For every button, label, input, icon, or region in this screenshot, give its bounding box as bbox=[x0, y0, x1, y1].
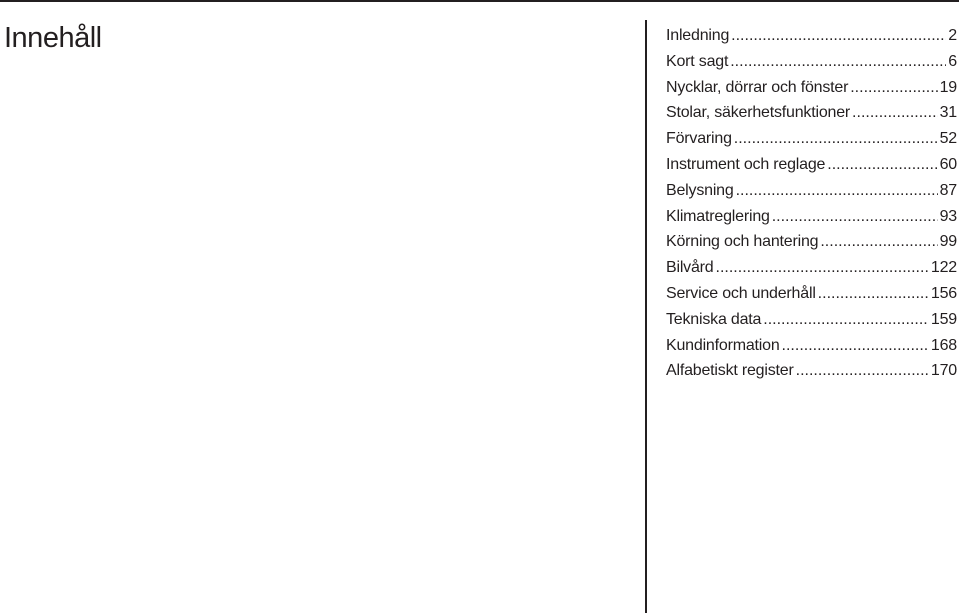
toc-dot-leader bbox=[818, 281, 929, 307]
toc-dot-leader bbox=[782, 333, 929, 359]
toc-entry-inledning[interactable] bbox=[666, 23, 957, 49]
toc-entry-title: Körning och hantering bbox=[666, 233, 819, 251]
toc-entry-stolar[interactable] bbox=[666, 100, 957, 126]
toc-entry-page: 19 bbox=[939, 78, 957, 96]
toc-entry-alfabetiskt-register[interactable] bbox=[666, 358, 957, 384]
toc-entry-korning[interactable] bbox=[666, 229, 957, 255]
toc-entry-bilvard[interactable] bbox=[666, 255, 957, 281]
toc-entry-page: 168 bbox=[930, 336, 957, 354]
toc-entry-kundinformation[interactable] bbox=[666, 333, 957, 359]
toc-entry-page: 6 bbox=[948, 52, 957, 70]
toc-dot-leader bbox=[734, 126, 938, 152]
toc-entry-kort-sagt[interactable] bbox=[666, 49, 957, 75]
toc-entry-page: 87 bbox=[939, 181, 957, 199]
toc-entry-title: Bilvård bbox=[666, 259, 714, 277]
toc-dot-leader bbox=[852, 100, 938, 126]
page-title: Innehåll bbox=[4, 22, 102, 54]
toc-entry-page: 52 bbox=[939, 130, 957, 148]
toc-dot-leader bbox=[730, 49, 946, 75]
toc-entry-title: Service och underhåll bbox=[666, 284, 816, 302]
toc-entry-page: 159 bbox=[930, 310, 957, 328]
toc-entry-title: Stolar, säkerhetsfunktioner bbox=[666, 104, 851, 122]
column-divider bbox=[645, 20, 647, 613]
toc-dot-leader bbox=[820, 229, 937, 255]
toc-entry-title: Tekniska data bbox=[666, 310, 762, 328]
top-rule bbox=[0, 0, 959, 2]
toc-entry-page: 170 bbox=[930, 362, 957, 380]
toc-entry-page: 31 bbox=[939, 104, 957, 122]
table-of-contents bbox=[666, 23, 957, 384]
toc-entry-page: 93 bbox=[939, 207, 957, 225]
toc-entry-forvaring[interactable] bbox=[666, 126, 957, 152]
toc-entry-page: 122 bbox=[930, 259, 957, 277]
toc-entry-title: Kort sagt bbox=[666, 52, 729, 70]
toc-dot-leader bbox=[731, 23, 946, 49]
toc-entry-page: 60 bbox=[939, 155, 957, 173]
toc-entry-title: Förvaring bbox=[666, 130, 732, 148]
toc-entry-instrument[interactable] bbox=[666, 152, 957, 178]
toc-dot-leader bbox=[796, 358, 929, 384]
toc-entry-title: Nycklar, dörrar och fönster bbox=[666, 78, 849, 96]
toc-dot-leader bbox=[772, 204, 938, 230]
toc-entry-page: 99 bbox=[939, 233, 957, 251]
toc-dot-leader bbox=[736, 178, 938, 204]
toc-dot-leader bbox=[827, 152, 937, 178]
toc-entry-belysning[interactable] bbox=[666, 178, 957, 204]
toc-entry-title: Inledning bbox=[666, 27, 730, 44]
toc-entry-tekniska-data[interactable] bbox=[666, 307, 957, 333]
toc-dot-leader bbox=[716, 255, 929, 281]
toc-entry-title: Klimatreglering bbox=[666, 207, 770, 225]
toc-entry-nycklar[interactable] bbox=[666, 75, 957, 101]
toc-entry-service[interactable] bbox=[666, 281, 957, 307]
toc-entry-title: Belysning bbox=[666, 181, 734, 199]
toc-entry-title: Alfabetiskt register bbox=[666, 362, 794, 380]
toc-entry-page: 2 bbox=[948, 27, 957, 44]
toc-dot-leader bbox=[763, 307, 929, 333]
toc-dot-leader bbox=[850, 75, 937, 101]
toc-entry-page: 156 bbox=[930, 284, 957, 302]
toc-entry-klimatreglering[interactable] bbox=[666, 204, 957, 230]
toc-entry-title: Kundinformation bbox=[666, 336, 780, 354]
toc-entry-title: Instrument och reglage bbox=[666, 155, 826, 173]
